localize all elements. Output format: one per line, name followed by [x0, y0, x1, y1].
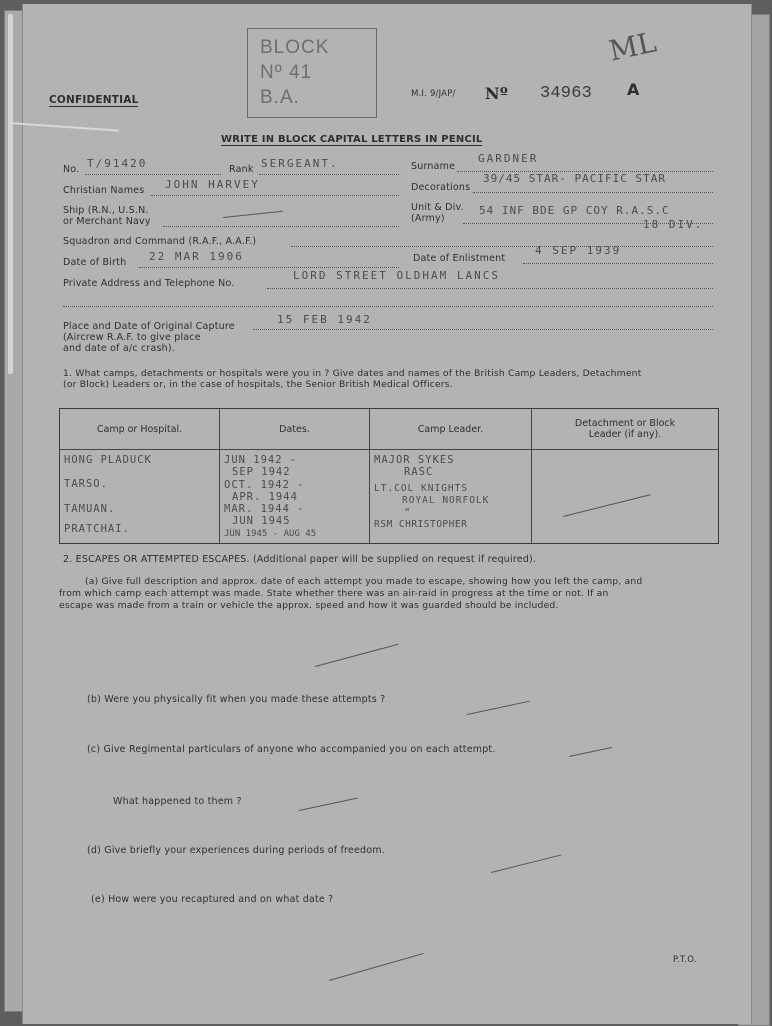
camps-table-body	[60, 450, 719, 544]
ship-label-1: Ship (R.N., U.S.N.	[63, 205, 149, 216]
camp-date: JUN 1945 - AUG 45	[224, 528, 317, 539]
camps-column	[60, 450, 220, 544]
block-stamp	[247, 28, 377, 118]
camp-name: TAMUAN.	[64, 502, 116, 515]
question-1-line-2: (or Block) Leaders or, in the case of hospitals, the Senior British Medical Officers.	[63, 379, 453, 390]
question-2e: (e) How were you recaptured and on what date ?	[91, 894, 334, 905]
date-of-birth-value: 22 MAR 1906	[149, 250, 244, 263]
escape-blank-stroke	[315, 644, 398, 668]
confidential-label: CONFIDENTIAL	[49, 94, 139, 106]
header-detachment	[532, 409, 719, 450]
unit-label-2: (Army)	[411, 213, 445, 224]
question-2a-line-2: from which camp each attempt was made. State whether there was an air-raid in progress at the time or not. If an	[59, 588, 609, 599]
question-2c: (c) Give Regimental particulars of anyone who accompanied you on each attempt.	[87, 744, 496, 755]
ship-label-2: or Merchant Navy	[63, 216, 151, 227]
question-2d: (d) Give briefly your experiences during periods of freedom.	[87, 845, 385, 856]
camp-date: SEP 1942	[232, 466, 291, 479]
recapture-blank-stroke	[329, 953, 424, 981]
pow-questionnaire-sheet	[22, 4, 752, 1024]
freedom-blank-stroke	[491, 855, 561, 874]
camps-table-header	[60, 409, 719, 450]
unit-value-1: 54 INF BDE GP COY R.A.S.C	[479, 204, 670, 217]
question-2b: (b) Were you physically fit when you made these attempts ?	[87, 694, 386, 705]
tag-string	[8, 14, 13, 374]
form-reference: M.I. 9/JAP/	[411, 89, 456, 99]
fate-blank-stroke	[299, 798, 358, 812]
leaders-column	[370, 450, 532, 544]
detachment-column	[532, 450, 719, 544]
decorations-label: Decorations	[411, 182, 471, 193]
service-number-label: No.	[63, 164, 80, 175]
surname-label: Surname	[411, 161, 456, 172]
number-label: Nº	[485, 84, 509, 103]
pto-label: P.T.O.	[673, 955, 697, 965]
camp-leader: "	[404, 507, 412, 520]
stamp-line-2: Nº 41	[260, 62, 313, 83]
camp-date: OCT. 1942 -	[224, 478, 305, 491]
particulars-blank-stroke	[569, 747, 612, 758]
camp-date: APR. 1944	[232, 490, 298, 503]
form-number: 34963	[540, 84, 593, 103]
camp-leader: ROYAL NORFOLK	[402, 494, 490, 506]
surname-value: GARDNER	[478, 152, 539, 165]
camp-name: HONG PLADUCK	[64, 454, 152, 466]
question-2a-line-1: (a) Give full description and approx. date of each attempt you made to escape, showing how you left the camp, and	[85, 576, 643, 587]
header-camp: Camp or Hospital.	[60, 409, 220, 450]
decorations-value: 39/45 STAR- PACIFIC STAR	[483, 172, 666, 185]
question-2c-sub: What happened to them ?	[113, 796, 242, 807]
string-across-header	[9, 122, 119, 132]
christian-names-value: JOHN HARVEY	[165, 178, 260, 191]
capture-label-2: (Aircrew R.A.F. to give place	[63, 332, 201, 343]
question-2-title: 2. ESCAPES OR ATTEMPTED ESCAPES. (Additional paper will be supplied on request if required).	[63, 554, 537, 565]
header-detachment-line-1: Detachment or Block	[574, 418, 676, 429]
question-2a-line-3: escape was made from a train or vehicle the approx. speed and how it was guarded should be included.	[59, 600, 559, 611]
camp-leader: RSM CHRISTOPHER	[374, 519, 468, 531]
unit-label-1: Unit & Div.	[411, 202, 464, 213]
rank-label: Rank	[229, 164, 254, 175]
form-suffix: A	[627, 80, 640, 99]
unit-value-2: 18 DIV.	[643, 218, 704, 231]
ship-blank-stroke	[223, 211, 283, 219]
camp-date: JUN 1942 -	[224, 454, 298, 466]
camp-leader: MAJOR SYKES	[374, 454, 455, 466]
capture-value: 15 FEB 1942	[277, 313, 372, 326]
service-number-value: T/91420	[87, 157, 148, 170]
dates-column	[220, 450, 370, 544]
stamp-line-3: B.A.	[260, 87, 300, 108]
question-1-line-1: 1. What camps, detachments or hospitals were you in ? Give dates and names of the British Camp Leaders, Detachment	[63, 368, 642, 379]
stamp-line-1: BLOCK	[260, 37, 330, 58]
camp-date: JUN 1945	[232, 515, 291, 528]
squadron-label: Squadron and Command (R.A.F., A.A.F.)	[63, 236, 257, 247]
date-of-enlistment-label: Date of Enlistment	[413, 253, 506, 264]
handwritten-initials: ML	[606, 25, 660, 68]
address-value: LORD STREET OLDHAM LANCS	[293, 269, 500, 282]
block-capitals-instruction: WRITE IN BLOCK CAPITAL LETTERS IN PENCIL	[221, 134, 483, 145]
capture-label-3: and date of a/c crash).	[63, 343, 176, 354]
camps-table	[59, 408, 719, 544]
date-of-enlistment-value: 4 SEP 1939	[535, 244, 622, 257]
christian-names-label: Christian Names	[63, 185, 145, 196]
date-of-birth-label: Date of Birth	[63, 257, 127, 268]
header-camp-leader: Camp Leader.	[370, 409, 532, 450]
header-detachment-line-2: Leader (if any).	[588, 429, 662, 440]
camp-leader: RASC	[404, 466, 434, 479]
rank-value: SERGEANT.	[261, 157, 339, 170]
fit-blank-stroke	[467, 701, 530, 716]
camp-leader: LT.COL KNIGHTS	[374, 482, 469, 494]
capture-label-1: Place and Date of Original Capture	[63, 321, 235, 332]
camp-date: MAR. 1944 -	[224, 503, 305, 516]
camp-name: TARSO.	[64, 478, 108, 491]
address-label: Private Address and Telephone No.	[63, 278, 235, 289]
camp-name: PRATCHAI.	[64, 522, 130, 535]
header-dates: Dates.	[220, 409, 370, 450]
